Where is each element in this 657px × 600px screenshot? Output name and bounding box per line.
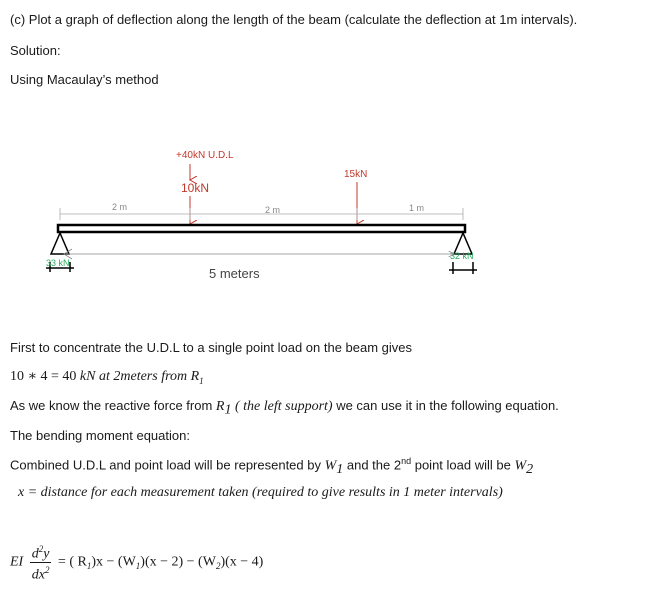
equation-rhs-d: )(x − 4) — [220, 554, 264, 570]
equation-rhs-sub3: 2 — [215, 561, 221, 572]
span-2-label: 2 m — [265, 205, 281, 215]
equation-udl-unit: kN at 2meters from R — [79, 369, 200, 384]
equation-den-exp: 2 — [44, 564, 50, 575]
point-load-10kn-label: 10kN — [181, 181, 210, 195]
equation-num-exp: 2 — [38, 544, 44, 554]
equation-udl — [10, 368, 204, 386]
equation-num-d: d — [31, 546, 39, 562]
equation-rhs-sub1: 1 — [86, 561, 92, 572]
reaction-left-label: 33 kN — [46, 258, 70, 268]
paragraph-reactive-force — [10, 398, 559, 419]
equation-num-y: y — [43, 546, 50, 562]
para-2-r: R — [215, 399, 225, 414]
para-4-w2: W — [514, 458, 527, 474]
udl-label: +40kN U.D.L — [176, 150, 234, 161]
para-4-mid: and the 2 — [343, 457, 402, 473]
para-2-post: we can use it in the following equation. — [332, 398, 559, 413]
span-1-label: 2 m — [112, 202, 128, 212]
equation-fraction — [30, 542, 52, 582]
method-label: Using Macaulay’s method — [10, 72, 159, 87]
equation-udl-sub: 1 — [199, 375, 204, 386]
paragraph-udl: First to concentrate the U.D.L to a single point load on the beam gives — [10, 340, 413, 355]
paragraph-bending-moment: The bending moment equation: — [10, 428, 190, 443]
point-load-15kn-label: 15kN — [344, 169, 368, 180]
question-heading: (c) Plot a graph of deflection along the length of the beam (calculate the deflection at 1m intervals). — [10, 12, 578, 27]
para-4-w1: W — [324, 458, 337, 474]
bending-equation — [10, 542, 263, 582]
equation-udl-expr: 10 ∗ 4 = 40 — [10, 369, 80, 384]
equation-rhs-b: )x − (W — [91, 554, 136, 570]
paragraph-loads — [10, 456, 533, 478]
para-2-paren: ( the left support) — [231, 399, 333, 414]
span-3-label: 1 m — [409, 203, 425, 213]
beam — [58, 225, 465, 232]
paragraph-x-definition: x = distance for each measurement taken (required to give results in 1 meter intervals) — [18, 485, 503, 500]
equation-rhs-a: = ( R — [54, 554, 87, 570]
equation-rhs-c: )(x − 2) − (W — [140, 554, 216, 570]
para-4-w2-sub: 2 — [526, 461, 534, 477]
para-4-pre: Combined U.D.L and point load will be represented by — [10, 457, 325, 473]
para-4-nd: nd — [401, 456, 412, 466]
para-2-r-sub: 1 — [224, 402, 232, 418]
equation-ei: EI — [10, 554, 24, 570]
equation-rhs-sub2: 1 — [135, 561, 141, 572]
para-4-mid2: point load will be — [411, 457, 515, 473]
para-4-w1-sub: 1 — [336, 461, 344, 477]
para-2-pre: As we know the reactive force from — [10, 398, 216, 413]
equation-den-dx: dx — [31, 567, 45, 583]
length-label: 5 meters — [209, 266, 260, 281]
reaction-right-label: 32 kN — [450, 251, 474, 261]
solution-label: Solution: — [10, 43, 61, 58]
